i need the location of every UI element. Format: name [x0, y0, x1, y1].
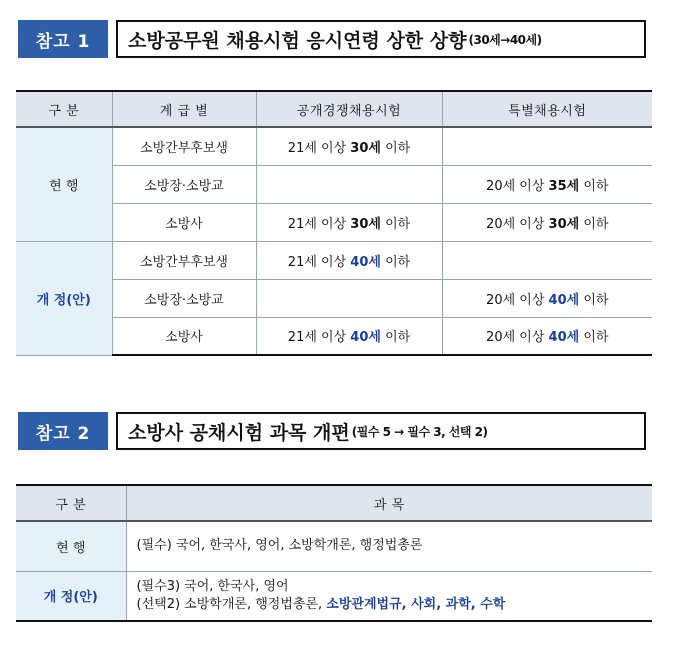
- table-row: [16, 165, 652, 203]
- subjects-required: (필수3) 국어, 한국사, 영어: [136, 578, 289, 594]
- ref1-title-box: [116, 20, 646, 58]
- special-cell: 20세 이상 40세 이하: [442, 317, 652, 355]
- ref2-title-sub: (필수 5 → 필수 3, 선택 2): [351, 424, 488, 439]
- col-subjects: 과 목: [126, 485, 652, 521]
- rank-cell: 소방사: [112, 317, 256, 355]
- table-row: [16, 241, 652, 279]
- special-cell: [442, 127, 652, 165]
- subjects-elective: (선택2) 소방학개론, 행정법총론, 소방관계법규, 사회, 과학, 수학: [136, 596, 506, 612]
- col-category: 구 분: [16, 91, 112, 127]
- group-current: 현 행: [16, 521, 126, 571]
- rank-cell: 소방간부후보생: [112, 241, 256, 279]
- table-header-row: [16, 485, 652, 521]
- ref2-title-box: [116, 412, 646, 450]
- table-row: [16, 127, 652, 165]
- rank-cell: 소방간부후보생: [112, 127, 256, 165]
- table-header-row: [16, 91, 652, 127]
- rank-cell: 소방장·소방교: [112, 279, 256, 317]
- special-cell: [442, 241, 652, 279]
- col-open-exam: 공개경쟁채용시험: [256, 91, 442, 127]
- age-limit-table: [16, 90, 652, 356]
- table-row: [16, 317, 652, 355]
- table-row: [16, 571, 652, 621]
- group-current: 현 행: [16, 127, 112, 241]
- table-row: [16, 203, 652, 241]
- ref2-header: [18, 412, 646, 450]
- special-cell: 20세 이상 40세 이하: [442, 279, 652, 317]
- subjects-current: (필수) 국어, 한국사, 영어, 소방학개론, 행정법총론: [126, 521, 652, 571]
- group-proposed: 개 정(안): [16, 571, 126, 621]
- open-cell: 21세 이상 40세 이하: [256, 241, 442, 279]
- open-cell: [256, 279, 442, 317]
- ref1-label: 참고 1: [18, 20, 108, 58]
- ref2-label: 참고 2: [18, 412, 108, 450]
- open-cell: 21세 이상 40세 이하: [256, 317, 442, 355]
- subjects-proposed: [126, 571, 652, 621]
- rank-cell: 소방사: [112, 203, 256, 241]
- special-cell: 20세 이상 35세 이하: [442, 165, 652, 203]
- ref1-header: [18, 20, 646, 58]
- ref1-title-sub: (30세→40세): [468, 32, 542, 47]
- open-cell: 21세 이상 30세 이하: [256, 203, 442, 241]
- special-cell: 20세 이상 30세 이하: [442, 203, 652, 241]
- ref1-title: 소방공무원 채용시험 응시연령 상한 상향: [128, 29, 467, 52]
- table-row: [16, 521, 652, 571]
- col-rank: 계 급 별: [112, 91, 256, 127]
- table-row: [16, 279, 652, 317]
- ref2-title: 소방사 공채시험 과목 개편: [128, 421, 350, 444]
- rank-cell: 소방장·소방교: [112, 165, 256, 203]
- subject-table: [16, 484, 652, 622]
- group-proposed: 개 정(안): [16, 241, 112, 355]
- col-special-exam: 특별채용시험: [442, 91, 652, 127]
- open-cell: [256, 165, 442, 203]
- open-cell: 21세 이상 30세 이하: [256, 127, 442, 165]
- col-category: 구 분: [16, 485, 126, 521]
